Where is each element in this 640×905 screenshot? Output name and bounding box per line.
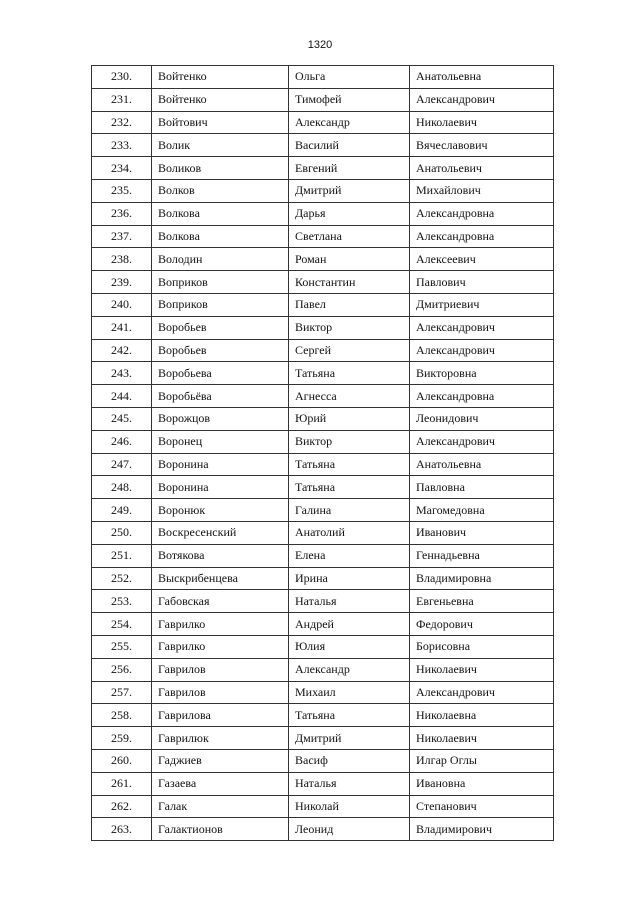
patronymic: Магомедовна	[410, 499, 554, 522]
row-number: 238.	[92, 248, 152, 271]
first-name: Дмитрий	[289, 727, 410, 750]
patronymic: Илгар Оглы	[410, 749, 554, 772]
first-name: Юлия	[289, 635, 410, 658]
first-name: Александр	[289, 111, 410, 134]
last-name: Гаврилова	[152, 704, 289, 727]
table-row	[92, 499, 554, 522]
first-name: Леонид	[289, 818, 410, 841]
last-name: Воробьева	[152, 362, 289, 385]
patronymic: Федорович	[410, 613, 554, 636]
last-name: Войтович	[152, 111, 289, 134]
table-row	[92, 293, 554, 316]
row-number: 255.	[92, 635, 152, 658]
first-name: Роман	[289, 248, 410, 271]
last-name: Войтенко	[152, 88, 289, 111]
first-name: Анатолий	[289, 521, 410, 544]
first-name: Константин	[289, 271, 410, 294]
row-number: 256.	[92, 658, 152, 681]
row-number: 252.	[92, 567, 152, 590]
last-name: Воприков	[152, 293, 289, 316]
table-row	[92, 339, 554, 362]
table-row	[92, 681, 554, 704]
last-name: Габовская	[152, 590, 289, 613]
first-name: Елена	[289, 544, 410, 567]
last-name: Воробьев	[152, 339, 289, 362]
row-number: 236.	[92, 202, 152, 225]
last-name: Гаврилов	[152, 681, 289, 704]
table-row	[92, 476, 554, 499]
last-name: Воронюк	[152, 499, 289, 522]
row-number: 257.	[92, 681, 152, 704]
patronymic: Владимировна	[410, 567, 554, 590]
first-name: Александр	[289, 658, 410, 681]
last-name: Волкова	[152, 225, 289, 248]
table-row	[92, 66, 554, 89]
row-number: 253.	[92, 590, 152, 613]
first-name: Виктор	[289, 316, 410, 339]
patronymic: Ивановна	[410, 772, 554, 795]
row-number: 254.	[92, 613, 152, 636]
row-number: 247.	[92, 453, 152, 476]
patronymic: Павлович	[410, 271, 554, 294]
row-number: 250.	[92, 521, 152, 544]
table-row	[92, 727, 554, 750]
table-row	[92, 635, 554, 658]
first-name: Агнесса	[289, 385, 410, 408]
table-row	[92, 225, 554, 248]
last-name: Вотякова	[152, 544, 289, 567]
first-name: Светлана	[289, 225, 410, 248]
page-number: 1320	[307, 39, 333, 51]
patronymic: Александрович	[410, 681, 554, 704]
first-name: Татьяна	[289, 704, 410, 727]
row-number: 243.	[92, 362, 152, 385]
table-row	[92, 590, 554, 613]
row-number: 232.	[92, 111, 152, 134]
first-name: Татьяна	[289, 362, 410, 385]
last-name: Воскресенский	[152, 521, 289, 544]
patronymic: Леонидович	[410, 407, 554, 430]
patronymic: Анатольевич	[410, 157, 554, 180]
last-name: Волков	[152, 179, 289, 202]
patronymic: Александрович	[410, 88, 554, 111]
table-row	[92, 202, 554, 225]
first-name: Дмитрий	[289, 179, 410, 202]
patronymic: Николаевич	[410, 111, 554, 134]
row-number: 261.	[92, 772, 152, 795]
table-row	[92, 362, 554, 385]
first-name: Василий	[289, 134, 410, 157]
table-row	[92, 179, 554, 202]
patronymic: Вячеславович	[410, 134, 554, 157]
names-table	[91, 65, 554, 841]
patronymic: Александрович	[410, 316, 554, 339]
patronymic: Михайлович	[410, 179, 554, 202]
last-name: Воликов	[152, 157, 289, 180]
last-name: Галак	[152, 795, 289, 818]
patronymic: Александрович	[410, 430, 554, 453]
row-number: 241.	[92, 316, 152, 339]
last-name: Волкова	[152, 202, 289, 225]
last-name: Гаврилко	[152, 613, 289, 636]
first-name: Васиф	[289, 749, 410, 772]
patronymic: Николаевич	[410, 727, 554, 750]
row-number: 231.	[92, 88, 152, 111]
row-number: 235.	[92, 179, 152, 202]
first-name: Дарья	[289, 202, 410, 225]
row-number: 230.	[92, 66, 152, 89]
table-row	[92, 818, 554, 841]
patronymic: Павловна	[410, 476, 554, 499]
patronymic: Степанович	[410, 795, 554, 818]
last-name: Ворожцов	[152, 407, 289, 430]
first-name: Николай	[289, 795, 410, 818]
table-row	[92, 544, 554, 567]
table-row	[92, 567, 554, 590]
first-name: Павел	[289, 293, 410, 316]
row-number: 259.	[92, 727, 152, 750]
last-name: Воронина	[152, 453, 289, 476]
table-row	[92, 772, 554, 795]
first-name: Ольга	[289, 66, 410, 89]
first-name: Евгений	[289, 157, 410, 180]
last-name: Волик	[152, 134, 289, 157]
table-row	[92, 134, 554, 157]
table-row	[92, 248, 554, 271]
table-row	[92, 316, 554, 339]
patronymic: Анатольевна	[410, 453, 554, 476]
table-row	[92, 521, 554, 544]
first-name: Наталья	[289, 772, 410, 795]
row-number: 234.	[92, 157, 152, 180]
row-number: 240.	[92, 293, 152, 316]
row-number: 237.	[92, 225, 152, 248]
patronymic: Александровна	[410, 225, 554, 248]
row-number: 262.	[92, 795, 152, 818]
patronymic: Анатольевна	[410, 66, 554, 89]
names-table-body	[92, 66, 554, 841]
table-row	[92, 453, 554, 476]
last-name: Воробьев	[152, 316, 289, 339]
patronymic: Геннадьевна	[410, 544, 554, 567]
patronymic: Борисовна	[410, 635, 554, 658]
last-name: Галактионов	[152, 818, 289, 841]
row-number: 249.	[92, 499, 152, 522]
row-number: 251.	[92, 544, 152, 567]
patronymic: Николаевна	[410, 704, 554, 727]
first-name: Татьяна	[289, 476, 410, 499]
row-number: 245.	[92, 407, 152, 430]
table-row	[92, 88, 554, 111]
row-number: 258.	[92, 704, 152, 727]
row-number: 246.	[92, 430, 152, 453]
patronymic: Александровна	[410, 385, 554, 408]
row-number: 233.	[92, 134, 152, 157]
row-number: 242.	[92, 339, 152, 362]
first-name: Виктор	[289, 430, 410, 453]
first-name: Михаил	[289, 681, 410, 704]
patronymic: Евгеньевна	[410, 590, 554, 613]
patronymic: Владимирович	[410, 818, 554, 841]
patronymic: Николаевич	[410, 658, 554, 681]
row-number: 260.	[92, 749, 152, 772]
patronymic: Викторовна	[410, 362, 554, 385]
patronymic: Александрович	[410, 339, 554, 362]
row-number: 239.	[92, 271, 152, 294]
first-name: Наталья	[289, 590, 410, 613]
patronymic: Алексеевич	[410, 248, 554, 271]
table-row	[92, 749, 554, 772]
first-name: Юрий	[289, 407, 410, 430]
last-name: Войтенко	[152, 66, 289, 89]
table-row	[92, 658, 554, 681]
table-row	[92, 157, 554, 180]
last-name: Газаева	[152, 772, 289, 795]
table-row	[92, 385, 554, 408]
table-row	[92, 613, 554, 636]
first-name: Ирина	[289, 567, 410, 590]
last-name: Гаджиев	[152, 749, 289, 772]
table-row	[92, 430, 554, 453]
last-name: Володин	[152, 248, 289, 271]
row-number: 263.	[92, 818, 152, 841]
table-row	[92, 704, 554, 727]
first-name: Татьяна	[289, 453, 410, 476]
first-name: Галина	[289, 499, 410, 522]
last-name: Выскрибенцева	[152, 567, 289, 590]
row-number: 244.	[92, 385, 152, 408]
table-row	[92, 407, 554, 430]
last-name: Воприков	[152, 271, 289, 294]
table-row	[92, 111, 554, 134]
patronymic: Александровна	[410, 202, 554, 225]
first-name: Тимофей	[289, 88, 410, 111]
first-name: Сергей	[289, 339, 410, 362]
patronymic: Иванович	[410, 521, 554, 544]
last-name: Гаврилко	[152, 635, 289, 658]
table-row	[92, 271, 554, 294]
last-name: Гаврилюк	[152, 727, 289, 750]
table-row	[92, 795, 554, 818]
last-name: Воронина	[152, 476, 289, 499]
last-name: Гаврилов	[152, 658, 289, 681]
last-name: Воробьёва	[152, 385, 289, 408]
last-name: Воронец	[152, 430, 289, 453]
patronymic: Дмитриевич	[410, 293, 554, 316]
first-name: Андрей	[289, 613, 410, 636]
row-number: 248.	[92, 476, 152, 499]
